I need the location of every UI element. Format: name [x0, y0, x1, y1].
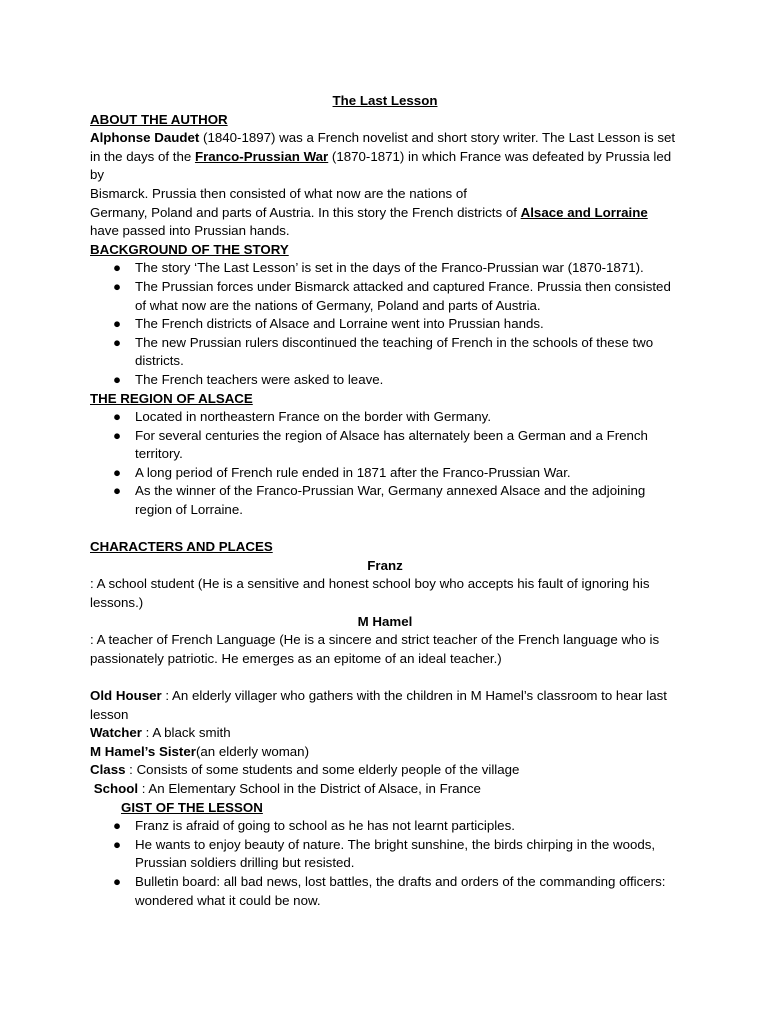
franco-prussian-war-link: Franco-Prussian War: [194, 148, 329, 164]
bullet-icon: ●: [113, 278, 122, 294]
list-item: ● A long period of French rule ended in 1871 after the Franco-Prussian War.: [90, 464, 680, 483]
author-paragraph-end: Germany, Poland and parts of Austria. In this story the French districts of Alsace and Lorraine have passed into Prussian hands.: [90, 204, 648, 239]
bullet-icon: ●: [113, 334, 122, 350]
character-franz-name: Franz: [367, 557, 403, 573]
gist-list: [90, 817, 680, 910]
characters-heading: CHARACTERS AND PLACES: [90, 539, 273, 555]
region-list: [90, 408, 680, 520]
author-name: Alphonse Daudet: [90, 130, 200, 146]
bullet-icon: ●: [113, 818, 122, 834]
author-paragraph-line: Bismarck. Prussia then consisted of what now are the nations of: [90, 185, 467, 201]
list-item: ● He wants to enjoy beauty of nature. The bright sunshine, the birds chirping in the woods, Prussian soldiers drilling but resisted.: [113, 836, 656, 871]
place-class: Class : Consists of some students and some elderly people of the village: [90, 762, 520, 778]
character-houser: Old Houser : An elderly villager who gathers with the children in M Hamel’s classroom to hear last lesson: [90, 688, 667, 722]
bullet-icon: ●: [113, 836, 122, 852]
spacer: [90, 520, 680, 539]
document-title: The Last Lesson: [332, 93, 438, 108]
character-watcher: Watcher : A black smith: [90, 725, 231, 741]
background-list: [90, 259, 680, 389]
list-item: ● Bulletin board: all bad news, lost battles, the drafts and orders of the commanding officers: wondered what it could be now.: [113, 873, 666, 908]
spacer: [90, 668, 680, 687]
gist-heading: GIST OF THE LESSON: [121, 799, 263, 815]
list-item: ● The story ‘The Last Lesson’ is set in the days of the Franco-Prussian war (1870-1871).: [90, 259, 680, 278]
list-item: ● The French districts of Alsace and Lorraine went into Prussian hands.: [90, 315, 680, 334]
document-body: [90, 92, 680, 910]
character-sister: M Hamel’s Sister(an elderly woman): [90, 743, 310, 759]
region-heading: THE REGION OF ALSACE: [90, 390, 253, 406]
list-item: ● The French teachers were asked to leave.: [90, 371, 680, 390]
alsace-lorraine-link: Alsace and Lorraine: [520, 204, 648, 220]
author-paragraph: Alphonse Daudet (1840-1897) was a French novelist and short story writer. The Last Lesson is set in the days of the Franco-Prussian War (1870-1871) in which France was defeated by Prussia led by: [90, 130, 676, 183]
list-item: ● For several centuries the region of Alsace has alternately been a German and a French territory.: [113, 427, 648, 462]
list-item: ● Franz is afraid of going to school as he has not learnt participles.: [90, 817, 680, 836]
list-item: ● The Prussian forces under Bismarck attacked and captured France. Prussia then consisted of what now are the nations of Germany, Poland and parts of Austria.: [113, 278, 671, 313]
bullet-icon: ●: [113, 316, 122, 332]
bullet-icon: ●: [113, 409, 122, 425]
character-hamel-name: M Hamel: [357, 613, 413, 629]
bullet-icon: ●: [113, 873, 122, 889]
bullet-icon: ●: [113, 483, 122, 499]
about-author-heading: ABOUT THE AUTHOR: [90, 111, 228, 127]
bullet-icon: ●: [113, 371, 122, 387]
list-item: ● As the winner of the Franco-Prussian War, Germany annexed Alsace and the adjoining region of Lorraine.: [113, 483, 646, 518]
bullet-icon: ●: [113, 464, 122, 480]
character-franz-desc: : A school student (He is a sensitive and honest school boy who accepts his fault of ignoring his lessons.): [90, 576, 650, 611]
list-item: ● Located in northeastern France on the border with Germany.: [90, 408, 680, 427]
background-heading: BACKGROUND OF THE STORY: [90, 241, 289, 257]
place-school: School : An Elementary School in the District of Alsace, in France: [93, 780, 481, 796]
character-hamel-desc: : A teacher of French Language (He is a sincere and strict teacher of the French language who is passionately patriotic. He emerges as an epitome of an ideal teacher.): [90, 632, 660, 666]
list-item: ● The new Prussian rulers discontinued the teaching of French in the schools of these two districts.: [113, 334, 654, 369]
bullet-icon: ●: [113, 260, 122, 276]
bullet-icon: ●: [113, 427, 122, 443]
